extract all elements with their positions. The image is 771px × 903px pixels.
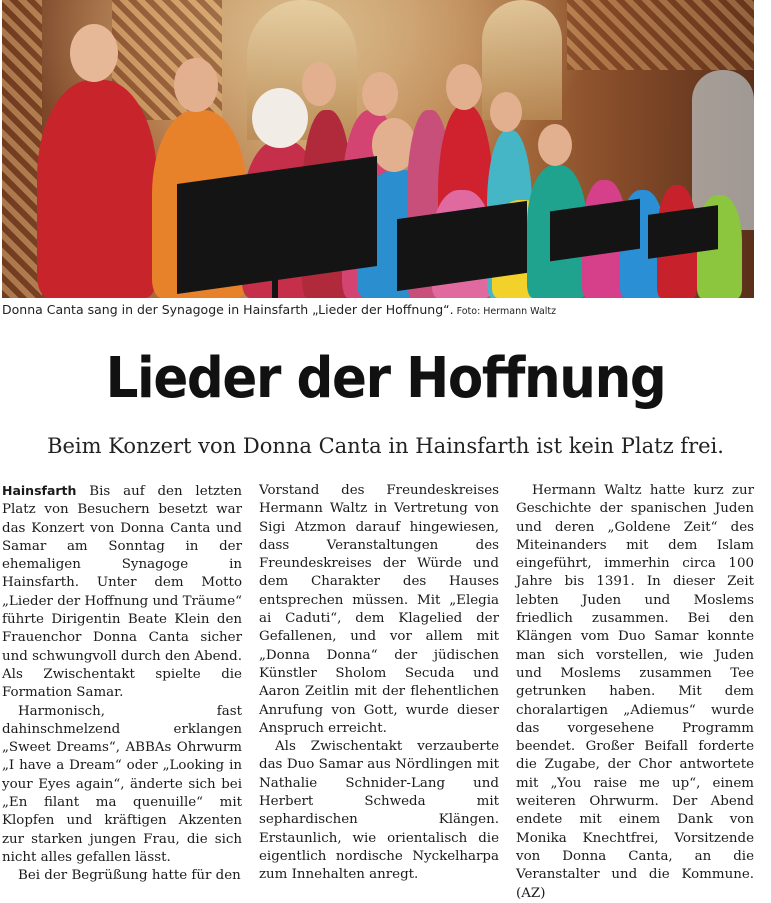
photo-credit: Foto: Hermann Waltz	[453, 306, 557, 317]
wall-pattern	[2, 0, 42, 298]
subheadline: Beim Konzert von Donna Canta in Hainsfarth ist kein Platz frei.	[47, 434, 724, 458]
paragraph: Als Zwischentakt verzauberte das Duo Samar aus Nördlingen mit Nathalie Schnider-Lang und Herbert Schweda mit sephardischen Klängen. Erstaunlich, wie orientalisch die eigentlich nordische Nyckelharpa zum Innehalten anregt.	[259, 739, 499, 883]
article-column-1	[2, 482, 242, 886]
paragraph	[2, 482, 242, 703]
singer-head	[252, 88, 308, 148]
article-column-2	[259, 482, 499, 885]
dateline: Hainsfarth	[2, 483, 77, 498]
headline: Lieder der Hoffnung	[105, 346, 666, 411]
singer-head	[70, 24, 118, 82]
caption-text: Donna Canta sang in der Synagoge in Hainsfarth „Lieder der Hoffnung“.	[2, 302, 454, 317]
photo-caption	[2, 302, 556, 317]
singer	[37, 80, 157, 298]
paragraph: Bei der Begrüßung hatte für den	[18, 868, 241, 884]
paragraph: Hermann Waltz hatte kurz zur Geschichte der spanischen Juden und deren „Goldene Zeit“ des Miteinanders mit dem Islam eingeführt, immerhin circa 100 Jahre bis 1391. In dieser Zeit lebten Juden und Moslems friedlich zusammen. Bei den Klängen vom Duo Samar konnte man sich vorstellen, wie Juden und Moslems zusammen Tee getrunken haben. Mit dem choralartigen „Adiemus“ wurde das vorgesehene Programm beendet. Großer Beifall forderte die Zugabe, der Chor antwortete mit „You raise me up“, einem weiteren Ohrwurm. Der Abend endete mit einem Dank von Monika Knechtfrei, Vorsitzende von Donna Canta, an die Veranstalter und die Kommune. (AZ)	[516, 483, 754, 901]
singer-head	[174, 58, 218, 112]
paragraph-text: Bis auf den letzten Platz von Besuchern besetzt war das Konzert von Donna Canta und Samar am Sonntag in der ehemaligen Synagoge in Hainsfarth. Unter dem Motto „Lieder der Hoffnung und Träume“ führte Dirigentin Beate Klein den Frauenchor Donna Canta sicher und schwungvoll durch den Abend. Als Zwischentakt spielte die Formation Samar.	[2, 484, 242, 701]
singer-head	[446, 64, 482, 110]
music-stand-pole	[272, 260, 278, 298]
choir-photo	[2, 0, 754, 298]
singer-head	[490, 92, 522, 132]
paragraph: Harmonisch, fast dahinschmelzend erklangen „Sweet Dreams“, ABBAs Ohrwurm „I have a Dream“ oder „Looking in your Eyes again“, änderte sich bei „En filant ma quenuille“ mit Klopfen und kräftigen Akzenten zur starken jungen Frau, die sich nicht alles gefallen lässt.	[2, 703, 242, 865]
paragraph: Vorstand des Freundeskreises Hermann Waltz in Vertretung von Sigi Atzmon darauf hingewiesen, dass Veranstaltungen des Freundeskreises der Würde und dem Charakter des Hauses entsprechen müssen. Mit „Elegia ai Caduti“, dem Klagelied der Gefallenen, und vor allem mit „Donna Donna“ der jüdischen Künstler Sholom Secuda und Aaron Zeitlin mit der flehentlichen Anrufung von Gott, wurde dieser Anspruch erreicht.	[259, 483, 499, 736]
article-column-3	[516, 482, 754, 903]
singer-head	[362, 72, 398, 116]
singer-head	[302, 62, 336, 106]
wall-pattern	[567, 0, 754, 70]
singer-head	[538, 124, 572, 166]
